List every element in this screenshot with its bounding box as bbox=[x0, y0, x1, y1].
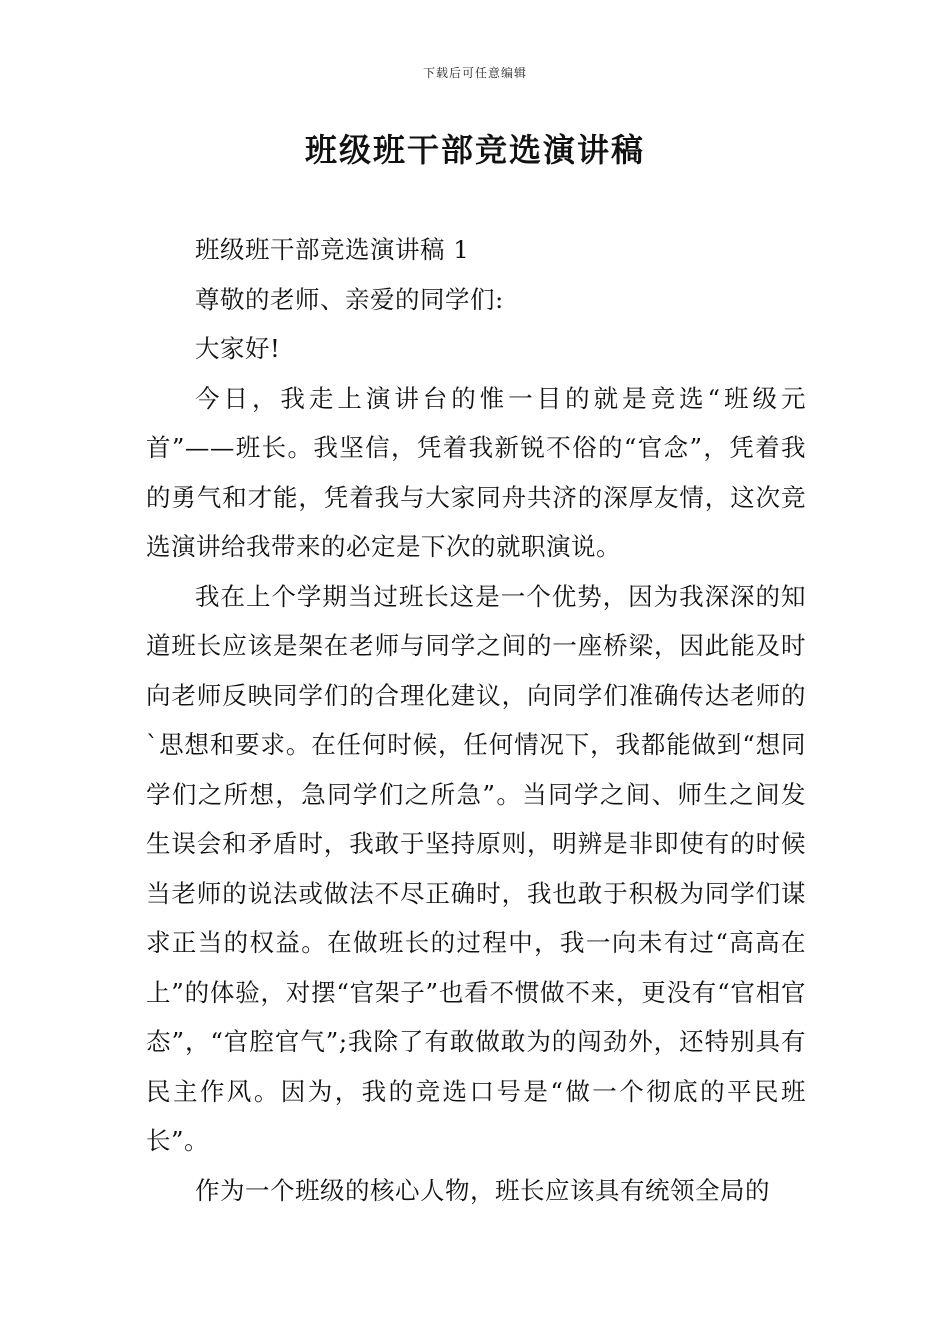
paragraph-core-role: 作为一个班级的核心人物，班长应该具有统领全局的 bbox=[195, 1175, 770, 1205]
paragraph-subtitle: 班级班干部竞选演讲稿 1 bbox=[195, 235, 470, 264]
paragraph-intro: 今日，我走上演讲台的惟一目的就是竞选“班级元首”——班长。我坚信，凭着我新锐不俗的“官念”，凭着我的勇气和才能，凭着我与大家同舟共济的深厚友情，这次竞选演讲给我带来的必定是下次的就职演说。 bbox=[146, 383, 806, 561]
document-title: 班级班干部竞选演讲稿 bbox=[304, 131, 645, 169]
paragraph-salutation: 尊敬的老师、亲爱的同学们: bbox=[195, 284, 504, 314]
header-note: 下载后可任意编辑 bbox=[422, 66, 527, 80]
paragraph-greeting: 大家好! bbox=[195, 334, 281, 363]
document-body bbox=[146, 225, 806, 1215]
paragraph-experience: 我在上个学期当过班长这是一个优势，因为我深深的知道班长应该是架在老师与同学之间的一座桥梁，因此能及时向老师反映同学们的合理化建议，向同学们准确传达老师的`思想和要求。在任何时候，任何情况下，我都能做到“想同学们之所想，急同学们之所急”。当同学之间、师生之间发生误会和矛盾时，我敢于坚持原则，明辨是非即使有的时候当老师的说法或做法不尽正确时，我也敢于积极为同学们谋求正当的权益。在做班长的过程中，我一向未有过“高高在上”的体验，对摆“官架子”也看不惯做不来，更没有“官相官态”，“官腔官气”;我除了有敢做敢为的闯劲外，还特别具有民主作风。因为，我的竞选口号是“做一个彻底的平民班长”。 bbox=[146, 581, 806, 1155]
